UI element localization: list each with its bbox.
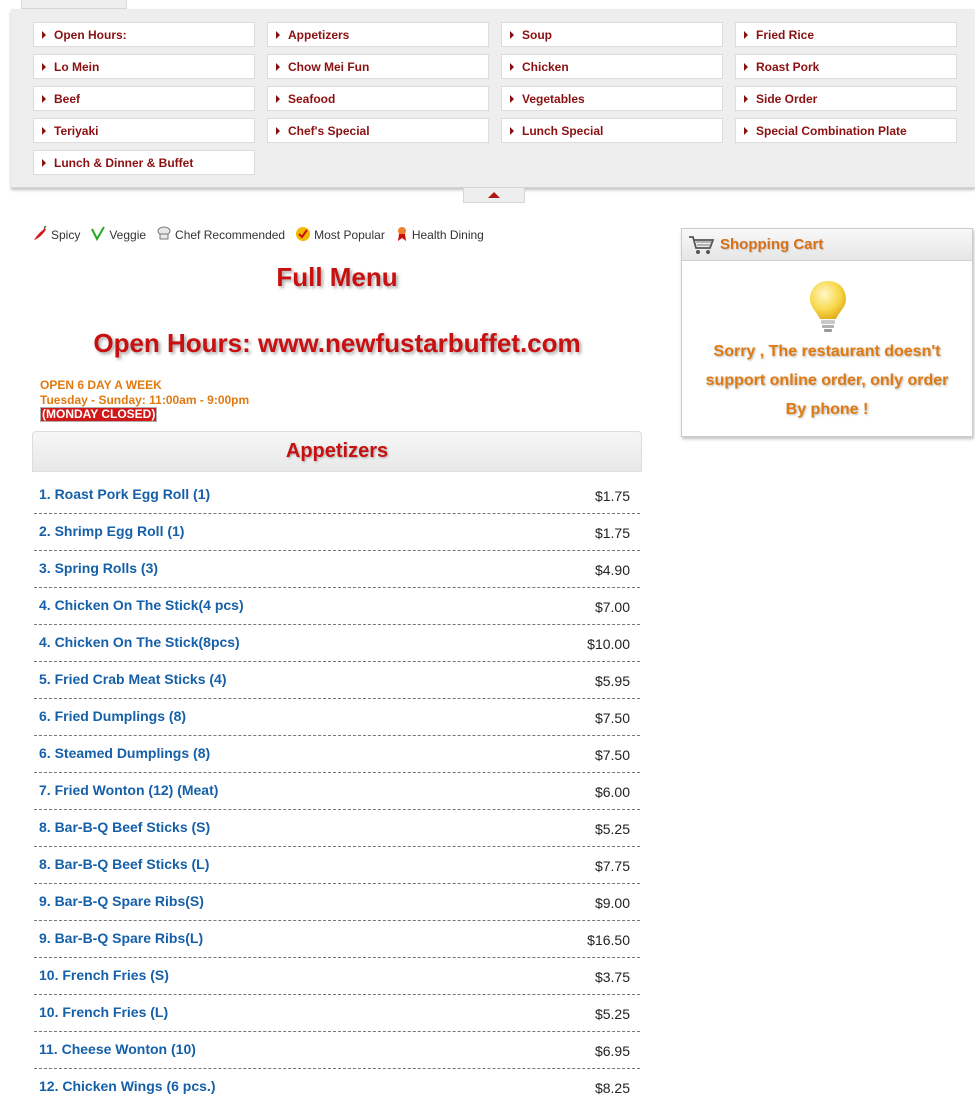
category-label: Fried Rice (756, 27, 815, 42)
category-label: Appetizers (288, 27, 350, 42)
category-link[interactable] (501, 86, 723, 111)
menu-item-name[interactable]: 4. Chicken On The Stick(4 pcs) (39, 597, 244, 613)
menu-item-row[interactable] (34, 884, 640, 921)
menu-item-row[interactable] (34, 588, 640, 625)
category-label: Beef (54, 91, 81, 106)
caret-right-icon (276, 95, 280, 103)
menu-item-price: $3.75 (594, 969, 630, 985)
menu-item-price: $16.50 (587, 932, 630, 948)
menu-item-price: $8.25 (594, 1080, 630, 1096)
cart-notice-line-3: By phone ! (785, 401, 869, 418)
menu-item-row[interactable] (34, 847, 640, 884)
category-link[interactable] (33, 150, 255, 175)
category-label: Soup (522, 27, 552, 42)
caret-right-icon (744, 63, 748, 71)
category-label: Vegetables (522, 91, 585, 106)
open-hours-info (40, 378, 249, 422)
category-link[interactable] (501, 54, 723, 79)
caret-right-icon (510, 31, 514, 39)
menu-item-price: $10.00 (587, 636, 630, 652)
menu-item-name[interactable]: 12. Chicken Wings (6 pcs.) (39, 1078, 216, 1094)
legend-spicy (32, 226, 80, 242)
category-link[interactable] (33, 86, 255, 111)
menu-item-price: $5.25 (594, 821, 630, 837)
category-link[interactable] (501, 118, 723, 143)
category-label: Chow Mei Fun (288, 59, 370, 74)
hours-line-2: Tuesday - Sunday: 11:00am - 9:00pm (40, 392, 250, 407)
legend-spicy-label: Spicy (51, 228, 81, 242)
category-label: Lo Mein (54, 59, 100, 74)
menu-item-row[interactable] (34, 810, 640, 847)
dish-legend (32, 226, 494, 242)
caret-right-icon (510, 95, 514, 103)
caret-right-icon (744, 95, 748, 103)
category-link[interactable] (501, 22, 723, 47)
menu-item-row[interactable] (34, 736, 640, 773)
category-label: Special Combination Plate (756, 123, 907, 138)
caret-right-icon (276, 63, 280, 71)
menu-item-name[interactable]: 2. Shrimp Egg Roll (1) (39, 523, 185, 539)
menu-item-name[interactable]: 7. Fried Wonton (12) (Meat) (39, 782, 219, 798)
menu-item-price: $7.50 (594, 710, 630, 726)
menu-item-name[interactable]: 10. French Fries (S) (39, 967, 169, 983)
hours-line-1: OPEN 6 DAY A WEEK (40, 378, 162, 392)
caret-right-icon (276, 31, 280, 39)
category-label: Side Order (756, 91, 818, 106)
category-grid (33, 22, 957, 175)
menu-item-list (34, 477, 640, 1104)
category-link[interactable] (267, 86, 489, 111)
category-link[interactable] (735, 86, 957, 111)
category-link[interactable] (735, 54, 957, 79)
category-label: Teriyaki (54, 123, 99, 138)
menu-item-name[interactable]: 8. Bar-B-Q Beef Sticks (S) (39, 819, 211, 835)
category-label: Lunch & Dinner & Buffet (54, 155, 194, 170)
caret-right-icon (744, 127, 748, 135)
caret-right-icon (510, 63, 514, 71)
legend-chef-label: Chef Recommended (175, 228, 286, 242)
menu-item-row[interactable] (34, 1069, 640, 1104)
menu-item-name[interactable]: 8. Bar-B-Q Beef Sticks (L) (39, 856, 210, 872)
category-link[interactable] (267, 118, 489, 143)
section-header-appetizers: Appetizers (32, 431, 642, 472)
category-label: Open Hours: (54, 27, 127, 42)
caret-right-icon (42, 63, 46, 71)
cart-notice-line-2: support online order, only order (705, 372, 949, 389)
chef-hat-icon (156, 226, 172, 242)
menu-item-price: $5.95 (594, 673, 630, 689)
menu-item-row[interactable] (34, 699, 640, 736)
menu-item-price: $7.75 (594, 858, 630, 874)
legend-health (395, 226, 484, 242)
menu-item-price: $5.25 (594, 1006, 630, 1022)
category-label: Chicken (522, 59, 569, 74)
menu-item-name[interactable]: 11. Cheese Wonton (10) (39, 1041, 196, 1057)
category-link[interactable] (267, 22, 489, 47)
menu-item-price: $6.95 (594, 1043, 630, 1059)
menu-item-price: $4.90 (594, 562, 630, 578)
legend-health-label: Health Dining (411, 228, 484, 242)
caret-right-icon (744, 31, 748, 39)
menu-item-name[interactable]: 3. Spring Rolls (3) (39, 560, 159, 576)
caret-right-icon (42, 95, 46, 103)
category-link[interactable] (267, 54, 489, 79)
collapse-category-button[interactable] (463, 188, 525, 203)
menu-item-price: $1.75 (594, 488, 630, 504)
closed-day-badge: (MONDAY CLOSED) (42, 407, 156, 421)
menu-item-name[interactable]: 9. Bar-B-Q Spare Ribs(L) (39, 930, 204, 946)
caret-right-icon (276, 127, 280, 135)
menu-item-price: $6.00 (594, 784, 630, 800)
category-label: Chef's Special (288, 123, 370, 138)
category-link[interactable] (735, 22, 957, 47)
category-link[interactable] (33, 22, 255, 47)
menu-item-row[interactable] (34, 477, 640, 514)
light-bulb-icon (808, 279, 848, 333)
health-ribbon-icon (395, 226, 409, 242)
category-link[interactable] (735, 118, 957, 143)
cart-notice-line-1: Sorry , The restaurant doesn't (713, 343, 941, 360)
menu-item-name[interactable]: 6. Steamed Dumplings (8) (39, 745, 211, 761)
menu-item-name[interactable]: 9. Bar-B-Q Spare Ribs(S) (39, 893, 204, 909)
category-label: Lunch Special (522, 123, 604, 138)
category-panel (11, 9, 975, 188)
category-link[interactable] (33, 54, 255, 79)
legend-veggie (90, 226, 146, 242)
menu-item-row[interactable] (34, 625, 640, 662)
caret-right-icon (42, 159, 46, 167)
veggie-leaf-icon (90, 226, 106, 242)
check-badge-icon (295, 226, 311, 242)
menu-item-row[interactable] (34, 958, 640, 995)
caret-right-icon (42, 31, 46, 39)
menu-item-name[interactable]: 4. Chicken On The Stick(8pcs) (39, 634, 240, 650)
shopping-cart-icon (688, 235, 714, 255)
legend-popular (295, 226, 385, 242)
legend-veggie-label: Veggie (109, 228, 147, 242)
menu-item-row[interactable] (34, 995, 640, 1032)
menu-item-row[interactable] (34, 514, 640, 551)
menu-item-row[interactable] (34, 773, 640, 810)
chili-pepper-icon (32, 226, 48, 242)
menu-item-name[interactable]: 10. French Fries (L) (39, 1004, 169, 1020)
open-hours-heading: Open Hours: www.newfustarbuffet.com (93, 328, 581, 358)
caret-right-icon (510, 127, 514, 135)
menu-item-row[interactable] (34, 662, 640, 699)
menu-item-price: $1.75 (594, 525, 630, 541)
caret-right-icon (42, 127, 46, 135)
menu-item-row[interactable] (34, 921, 640, 958)
menu-item-price: $7.00 (594, 599, 630, 615)
menu-item-price: $7.50 (594, 747, 630, 763)
shopping-cart-header (682, 229, 972, 261)
category-link[interactable] (33, 118, 255, 143)
legend-popular-label: Most Popular (314, 228, 385, 242)
category-label: Seafood (288, 91, 336, 106)
shopping-cart-panel (681, 228, 973, 437)
menu-item-price: $9.00 (594, 895, 630, 911)
menu-item-row[interactable] (34, 1032, 640, 1069)
category-panel-tab (21, 0, 127, 9)
cart-notice (692, 337, 962, 424)
menu-item-name[interactable]: 1. Roast Pork Egg Roll (1) (39, 486, 211, 502)
page-title: Full Menu (276, 262, 398, 292)
category-label: Roast Pork (756, 59, 820, 74)
menu-item-row[interactable] (34, 551, 640, 588)
menu-item-name[interactable]: 6. Fried Dumplings (8) (39, 708, 187, 724)
legend-chef (156, 226, 285, 242)
shopping-cart-title: Shopping Cart (720, 236, 824, 253)
menu-item-name[interactable]: 5. Fried Crab Meat Sticks (4) (39, 671, 227, 687)
chevron-up-icon (488, 192, 500, 198)
